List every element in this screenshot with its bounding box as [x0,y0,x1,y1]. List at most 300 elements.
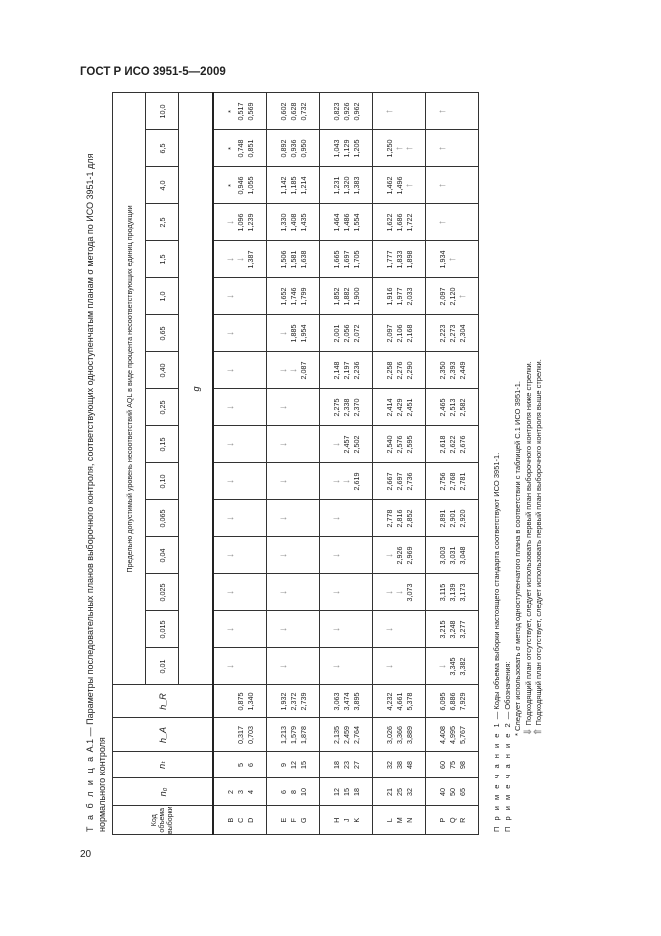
g-cell [267,204,320,241]
g-cell-value [458,130,468,166]
g-cell-value: 2,622 [448,435,457,454]
g-cell [426,389,479,426]
g-cell-value: ↓ [278,626,289,632]
g-cell [320,389,373,426]
hr-cell-value: 0,875 [236,692,245,711]
g-cell-value: 1,387 [246,250,255,269]
g-cell [267,315,320,352]
header-hr: h_R [113,685,214,718]
table-row-group [373,93,426,835]
g-cell-value [236,315,246,351]
g-cell-value: 1,652 [279,287,288,306]
ha-cell-value: 4,995 [448,725,457,744]
g-cell-value: 2,667 [385,472,394,491]
ha-cell-value: 2,459 [342,725,351,744]
g-cell-value: 1,697 [342,250,351,269]
g-cell-value [458,167,468,203]
g-cell-value: 2,223 [438,324,447,343]
document-header: ГОСТ Р ИСО 3951-5—2009 [80,66,226,78]
g-cell-value [342,648,352,684]
nt-cell-value: 98 [458,760,467,769]
g-cell-value: 2,582 [458,398,467,417]
g-cell-value: 1,705 [352,250,361,269]
g-cell-value: ↓ [225,367,236,373]
g-cell-value: 1,665 [332,250,341,269]
g-cell-value [246,611,256,647]
g-cell-value: ↑ [437,182,448,188]
g-cell-value: 2,781 [458,472,467,491]
g-cell-value [246,389,256,425]
g-cell-value: 2,816 [395,509,404,528]
g-cell [320,611,373,648]
hr-cell-value: 6,886 [448,692,457,711]
n0-cell-value: 15 [342,787,351,796]
g-cell-value: ↓ [278,552,289,558]
aql-header-8: 0,40 [146,352,179,389]
g-cell [213,278,267,315]
g-cell [267,389,320,426]
g-cell-value: ↑ [437,108,448,114]
g-cell-value: 0,517 [236,102,245,121]
g-cell-value: ↓ [331,478,342,484]
n0-cell [373,778,426,806]
sample-size-code-value: P [438,817,447,823]
n0-cell [213,778,267,806]
g-cell-value: ↓ [235,256,246,262]
sample-size-code [267,806,320,835]
table-row-group [320,93,373,835]
sample-size-code-value: B [226,817,235,823]
sample-size-code-value: C [236,817,245,823]
g-cell-value: 3,382 [458,657,467,676]
g-cell [373,278,426,315]
g-cell-value: 2,072 [352,324,361,343]
g-cell [426,315,479,352]
sample-size-code-value: D [246,817,255,823]
g-cell-value: ↓ [384,626,395,632]
g-cell-value: 0,936 [289,139,298,158]
sample-size-code-value: N [405,817,414,823]
g-cell-value: ↑ [457,293,468,299]
g-cell-value: 1,330 [279,213,288,232]
g-cell-value: 3,031 [448,546,457,565]
g-cell-value: 1,096 [236,213,245,232]
g-cell-value [405,93,415,129]
g-cell-value: 1,142 [279,176,288,195]
hr-cell-value: 1,932 [279,692,288,711]
g-cell-value: ↓ [384,663,395,669]
g-cell-value: * [226,184,235,187]
g-cell-value: 1,686 [395,213,404,232]
g-cell-value: 3,248 [448,620,457,639]
g-cell-value: 1,722 [405,213,414,232]
aql-header-10: 1,0 [146,278,179,315]
sample-size-code [320,806,373,835]
g-cell-value: 1,320 [342,176,351,195]
g-cell-value: ↓ [278,589,289,595]
g-cell-value: 2,576 [395,435,404,454]
aql-header-4: 0,065 [146,500,179,537]
g-cell-value: 1,977 [395,287,404,306]
g-cell-value: 3,115 [438,583,447,602]
g-cell-value: 2,429 [395,398,404,417]
g-cell-value: 2,276 [395,361,404,380]
g-cell-value [246,278,256,314]
n0-cell [267,778,320,806]
g-cell [426,352,479,389]
hr-cell-value: 3,474 [342,692,351,711]
g-cell-value [405,611,415,647]
g-cell-value: ↓ [278,663,289,669]
g-cell-value: 2,697 [395,472,404,491]
g-cell-value [236,574,246,610]
aql-header-5: 0,10 [146,463,179,500]
g-cell-value [299,611,309,647]
g-cell-value [236,648,246,684]
table-caption [84,92,108,832]
g-cell [213,463,267,500]
caption-label: Т а б л и ц а [85,754,95,832]
g-cell-value [299,574,309,610]
nt-cell [426,752,479,778]
sample-size-code-value: R [458,817,467,823]
header-ha: h_A [113,718,214,752]
g-cell-value: ↓ [278,478,289,484]
g-cell-value: 0,628 [289,102,298,121]
g-cell-value: 2,540 [385,435,394,454]
n0-cell-value: 2 [226,789,235,794]
g-cell-value: 0,823 [332,102,341,121]
sample-size-code [213,806,267,835]
g-cell-value [236,389,246,425]
g-cell-value: ↓ [225,293,236,299]
rotated-table-block [82,90,562,840]
ha-cell-value: 3,889 [405,725,414,744]
g-cell-value: 0,748 [236,139,245,158]
g-cell-value [299,500,309,536]
g-cell-value: * [226,110,235,113]
table-row-group [267,93,320,835]
g-cell-value: ↓ [331,589,342,595]
aql-header-2: 0,025 [146,574,179,611]
ha-cell-value: 2,764 [352,725,361,744]
g-cell-value [236,352,246,388]
g-cell [426,426,479,463]
g-cell-value: 3,048 [458,546,467,565]
g-cell-value: 3,139 [448,583,457,602]
g-cell-value [289,648,299,684]
g-cell [267,463,320,500]
note-arrow-down: Подходящий план отсутствует, следует использовать первый план выборочного контроля ниже стрелки. [523,361,533,726]
g-cell-value: ↓ [225,626,236,632]
hr-cell [213,685,267,718]
g-cell-value [299,537,309,573]
sample-size-code-value: M [395,817,404,824]
note1-label: П р и м е ч а н и е 1 [492,721,501,832]
g-cell-value [236,426,246,462]
g-cell-value: 1,954 [299,324,308,343]
g-cell-value: 1,250 [385,139,394,158]
g-cell-value: ↓ [331,515,342,521]
nt-cell-value: 18 [332,760,341,769]
sample-size-code-value: Q [448,817,457,824]
g-cell-value: 2,901 [448,509,457,528]
g-cell [373,389,426,426]
g-cell-value: 0,946 [236,176,245,195]
n0-cell-value: 6 [279,789,288,794]
n0-cell-value: 21 [385,787,394,796]
g-cell-value: ↓ [384,552,395,558]
g-cell-value: ↓ [288,367,299,373]
g-cell-value: 2,290 [405,361,414,380]
ha-cell [426,718,479,752]
g-cell [426,574,479,611]
ha-cell [267,718,320,752]
sample-size-code-value: F [289,818,298,823]
g-cell-value: 0,926 [342,102,351,121]
g-cell [373,130,426,167]
g-cell-value: 1,408 [289,213,298,232]
g-cell [426,93,479,130]
g-cell-value: ↑ [437,145,448,151]
nt-cell-value: 27 [352,760,361,769]
g-cell-value: ↓ [225,256,236,262]
g-cell-value: 2,338 [342,398,351,417]
g-cell [267,500,320,537]
g-cell-value: 1,852 [332,287,341,306]
g-cell-value: 2,465 [438,398,447,417]
g-cell-value: 0,892 [279,139,288,158]
g-cell-value [448,167,458,203]
g-cell-value [289,463,299,499]
header-aql: Предельно допустимый уровень несоответствий AQL в виде процента несоответствующих единиц продукции [113,93,146,685]
g-cell-value: ↑ [404,182,415,188]
ha-cell-value: 2,135 [332,725,341,744]
n0-cell-value: 65 [458,787,467,796]
aql-header-14: 6,5 [146,130,179,167]
g-cell [320,241,373,278]
g-cell-value: 1,486 [342,213,351,232]
g-cell-value: 2,106 [395,324,404,343]
n0-cell-value: 12 [332,787,341,796]
g-cell [213,574,267,611]
g-cell-value: 1,885 [289,324,298,343]
aql-header-15: 10,0 [146,93,179,130]
table-row-group [213,93,267,835]
table-row-group [426,93,479,835]
g-cell-value: 2,969 [405,546,414,565]
g-cell [320,167,373,204]
note1-text: — Коды объема выборки настоящего стандарта соответствуют ИСО 3951-1. [492,452,501,720]
g-cell-value: ↑ [447,256,458,262]
sample-size-code [426,806,479,835]
g-cell [267,537,320,574]
hr-cell [373,685,426,718]
sample-size-code-value: K [352,817,361,823]
n0-cell-value: 50 [448,787,457,796]
g-cell-value: 1,462 [385,176,394,195]
g-cell-value [236,611,246,647]
g-cell-value [342,537,352,573]
g-cell-value [299,426,309,462]
g-cell-value: ↓ [331,626,342,632]
g-cell-value: 2,056 [342,324,351,343]
g-cell [213,241,267,278]
ha-cell-value: 1,878 [299,725,308,744]
g-cell [267,167,320,204]
g-cell-value: ↓ [341,478,352,484]
g-cell-value: ↑ [384,108,395,114]
g-cell-value: 3,003 [438,546,447,565]
g-cell [426,241,479,278]
g-cell [320,130,373,167]
g-cell-value: 1,506 [279,250,288,269]
nt-cell-value: 6 [246,762,255,767]
note2-text: — Обозначения: [502,661,512,720]
g-cell [213,426,267,463]
g-cell-value: ↓ [394,589,405,595]
g-cell [267,93,320,130]
g-cell [373,315,426,352]
g-cell-value: 2,273 [448,324,457,343]
g-cell-value: 2,370 [352,398,361,417]
g-cell-value: ↓ [278,367,289,373]
g-cell-value [289,574,299,610]
g-cell-value [289,537,299,573]
g-cell-value [352,537,362,573]
g-cell-value [448,130,458,166]
g-cell [373,463,426,500]
g-cell-value: 1,554 [352,213,361,232]
g-cell [267,130,320,167]
g-cell-value: 0,732 [299,102,308,121]
g-cell-value: ↓ [225,515,236,521]
g-cell-value: ↑ [404,145,415,151]
hr-cell-value: 5,378 [405,692,414,711]
g-cell [373,500,426,537]
hr-cell-value: 4,661 [395,692,404,711]
header-nt: nₜ [113,752,214,778]
g-cell-value: 2,920 [458,509,467,528]
g-cell [373,426,426,463]
ha-cell-value [226,718,236,751]
aql-header-1: 0,015 [146,611,179,648]
g-cell-value: 1,043 [332,139,341,158]
g-cell-value: 3,215 [438,620,447,639]
table-notes [492,102,545,832]
g-cell-value [458,204,468,240]
g-cell-value [289,389,299,425]
g-cell-value [458,241,468,277]
g-cell-value: 1,214 [299,176,308,195]
g-cell [320,426,373,463]
g-cell-value: 1,205 [352,139,361,158]
g-cell [320,648,373,685]
g-cell [320,352,373,389]
aql-header-11: 1,5 [146,241,179,278]
sample-size-code-value: H [332,817,341,823]
g-cell [267,241,320,278]
g-cell [373,352,426,389]
n0-cell-value: 4 [246,789,255,794]
g-cell [320,574,373,611]
g-cell-value [246,574,256,610]
g-cell [213,204,267,241]
g-cell [213,167,267,204]
g-cell [426,537,479,574]
g-cell-value [246,352,256,388]
nt-cell [213,752,267,778]
hr-cell [267,685,320,718]
g-cell-value [236,537,246,573]
g-cell-value [352,648,362,684]
g-cell-value: ↓ [225,330,236,336]
g-cell-value: 3,345 [448,657,457,676]
g-cell-value: ↓ [225,589,236,595]
g-cell-value: 2,595 [405,435,414,454]
aql-header-12: 2,5 [146,204,179,241]
header-code: Код объема выборки [113,806,214,835]
g-cell-value: ↑ [394,145,405,151]
g-cell-value: 2,852 [405,509,414,528]
hr-cell-value: 3,063 [332,692,341,711]
g-cell [373,537,426,574]
aql-header-13: 4,0 [146,167,179,204]
g-cell-value: 2,304 [458,324,467,343]
g-cell-value: 0,950 [299,139,308,158]
g-cell [320,278,373,315]
g-cell [426,278,479,315]
g-cell [426,500,479,537]
ha-cell [320,718,373,752]
nt-cell-value: 5 [236,762,245,767]
hr-cell-value: 3,895 [352,692,361,711]
n0-cell-value: 10 [299,787,308,796]
n0-cell [320,778,373,806]
g-cell-value: 2,618 [438,435,447,454]
g-cell-value [448,93,458,129]
g-cell-value: 1,464 [332,213,341,232]
g-cell-value [342,574,352,610]
hr-cell-value: 4,232 [385,692,394,711]
caption-text: А.1 — Параметры последовательных планов выборочного контроля, соответствующих одноступенчатым планам σ метода по ИСО 3951-1 для [85,153,95,753]
g-cell [213,93,267,130]
g-cell-value: ↓ [331,663,342,669]
g-cell-value: 1,638 [299,250,308,269]
g-cell-value: ↓ [225,663,236,669]
sample-size-code-value: L [385,818,394,823]
g-cell-value [342,500,352,536]
g-cell [320,537,373,574]
g-cell-value: 2,676 [458,435,467,454]
g-cell-value: 1,898 [405,250,414,269]
g-cell-value: 2,033 [405,287,414,306]
g-cell-value: 1,239 [246,213,255,232]
g-cell-value: 1,777 [385,250,394,269]
g-cell [426,648,479,685]
g-cell-value [352,500,362,536]
g-cell-value: 1,799 [299,287,308,306]
g-cell-value: 2,451 [405,398,414,417]
g-cell [426,167,479,204]
g-cell-value [352,611,362,647]
g-cell-value: 3,277 [458,620,467,639]
g-cell-value: 2,097 [438,287,447,306]
g-cell-value: ↓ [331,552,342,558]
g-cell-value [395,93,405,129]
g-cell-value: 1,746 [289,287,298,306]
g-cell-value [299,389,309,425]
